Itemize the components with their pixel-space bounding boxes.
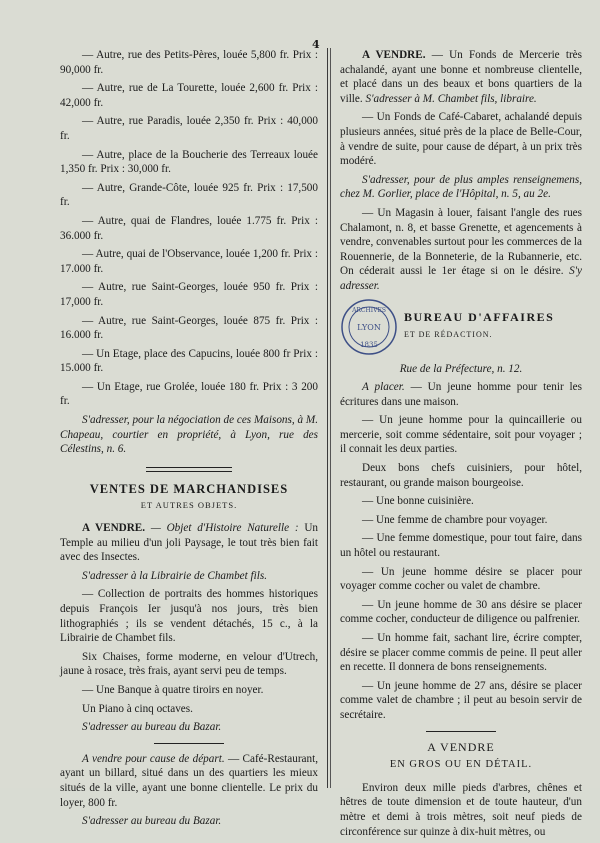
cabaret-contact: S'adresser, pour de plus amples renseignemens, chez M. Gorlier, place de l'Hôpital, n. 5, au 2e. [340, 173, 582, 201]
ad-divider-right [426, 731, 496, 732]
mercerie-contact: S'adresser à M. Chambet fils, libraire. [365, 92, 537, 105]
stamp-middle-text: LYON [357, 322, 381, 332]
librairie-contact: S'adresser à la Librairie de Chambet fils. [82, 569, 268, 582]
vendre-object: — Objet d'Histoire Naturelle : [150, 522, 299, 535]
listing-item: — Autre, quai de Flandres, louée 1.775 fr. Prix : 36.000 fr. [60, 214, 318, 242]
magasin-text: — Un Magasin à louer, faisant l'angle des rues Chalamont, n. 8, et basse Grenette, et agencements à vendre, convenables surtout pour les commerces de la Rouennerie, de la Bonneterie, de la Rubannerie, etc. On céderait aussi le 1er étage si on le désire. [340, 206, 582, 278]
listing-item: — Autre, rue Paradis, louée 2,350 fr. Prix : 40,000 fr. [60, 115, 318, 142]
banque-ad: — Une Banque à quatre tiroirs en noyer. [82, 683, 264, 696]
page-number: 4 [312, 38, 320, 51]
column-divider [327, 48, 328, 788]
magasin-contact: S'y adresser. [340, 265, 583, 292]
section-subtitle: ET AUTRES OBJETS. [140, 500, 238, 511]
listing-item: — Autre, Grande-Côte, louée 925 fr. Prix : 17,500 fr. [60, 181, 318, 209]
property-listings [60, 48, 318, 409]
stamp-top-text: ARCHIVES [352, 306, 386, 314]
archive-stamp [340, 298, 398, 356]
vendre-text: Un Temple au milieu d'un joli Paysage, le tout très bien fait avec des Insectes. [60, 522, 319, 564]
bureau-header [340, 298, 582, 358]
cafe-text: — Café-Restaurant, ayant un billard, situé dans un des quartiers les mieux situés de la ville, ayant une bonne clientelle. Le prix du loyer, 800 fr. [60, 752, 319, 809]
avendre-title: A VENDRE [427, 739, 495, 754]
natural-history-ad [60, 521, 318, 565]
bazar-contact: S'adresser au bureau du Bazar. [82, 721, 222, 734]
column-divider-inner [330, 48, 331, 788]
listing-item: — Autre, quai de l'Observance, louée 1,200 fr. Prix : 17.000 fr. [60, 248, 318, 275]
listing-item: — Autre, rue de La Tourette, louée 2,600 fr. Prix : 42,000 fr. [60, 82, 318, 109]
listing-item: — Autre, place de la Boucherie des Terreaux louée 1,350 fr. Prix : 30,000 fr. [60, 148, 318, 176]
magasin-ad [340, 206, 582, 294]
listing-item: — Autre, rue Saint-Georges, louée 875 fr. Prix : 16.000 fr. [60, 314, 318, 342]
stamp-seal-icon [340, 298, 398, 356]
bureau-address: Rue de la Préfecture, n. 12. [399, 362, 523, 375]
right-column [340, 48, 582, 843]
ad-divider [154, 743, 224, 744]
broker-contact: S'adresser, pour la négociation de ces Maisons, à M. Chapeau, courtier en propriété, à Lyon, rue des Célestins, n. 6. [60, 414, 318, 456]
placer-item: — Une femme de chambre pour voyager. [362, 513, 548, 526]
section-divider [146, 467, 232, 472]
placer-item: — Un jeune homme pour la quincaillerie ou mercerie, soit comme sédentaire, soit pour voyager ; il connait les deux parties. [340, 414, 582, 456]
section-title: VENTES DE MARCHANDISES [89, 481, 289, 496]
cabaret-ad: — Un Fonds de Café-Cabaret, achalandé depuis plusieurs années, situé près de la place de Belle-Cour, à vendre de suite, pour cause de départ, à un prix très modéré. [340, 111, 582, 168]
placer-item: — Un jeune homme de 27 ans, désire se placer comme valet de chambre ; il peut au besoin servir de secrétaire. [340, 679, 582, 721]
listing-item: — Autre, rue des Petits-Pères, louée 5,800 fr. Prix : 90,000 fr. [60, 49, 318, 76]
mercerie-label: A VENDRE. [362, 49, 426, 61]
portraits-ad: — Collection de portraits des hommes historiques depuis François Ier jusqu'à nos jours, très bien lithographiés ; ils se vendent détachés, 15 c., à la Librairie de Chambet fils. [60, 588, 318, 645]
mercerie-text: — Un Fonds de Mercerie très achalandé, ayant une bonne et nombreuse clientelle, et placé dans un des beaux et bons quartiers de la ville. [340, 49, 582, 105]
placer-item: — Un homme fait, sachant lire, écrire compter, désire se placer comme commis de peine. Il peut aller en recette. Il donnera de bons renseignements. [340, 632, 582, 674]
left-column [60, 48, 318, 833]
trees-ad: Environ deux mille pieds d'arbres, chênes et hêtres de toute dimension et de toute hauteur, d'un mètre et demi à trois mètres, soit neuf pieds de circonférence sur quinze à dix-huit mètres, ou [340, 781, 582, 838]
stamp-year-text: 1835 [360, 340, 378, 349]
vendre-label: A VENDRE. [82, 522, 146, 535]
chairs-ad: Six Chaises, forme moderne, en velour d'Utrech, jaune à rosace, très frais, ayant servi peu de temps. [60, 650, 318, 678]
piano-ad: Un Piano à cinq octaves. [82, 702, 193, 715]
placer-item: — Une femme domestique, pour tout faire, dans un hôtel ou restaurant. [340, 532, 582, 560]
bureau-subtitle: ET DE RÉDACTION. [404, 330, 493, 340]
placer-list [340, 413, 582, 722]
placer-item: — Un jeune homme désire se placer pour voyager comme cocher ou valet de chambre. [340, 565, 582, 593]
placer-ad [340, 380, 582, 409]
placer-item: — Un jeune homme de 30 ans désire se placer comme cocher, conducteur de diligence ou palfrenier. [340, 598, 582, 626]
bureau-title: BUREAU D'AFFAIRES [404, 309, 555, 324]
avendre-subtitle: EN GROS OU EN DÉTAIL. [389, 759, 533, 771]
placer-text: — Un jeune homme pour tenir les écritures dans une maison. [340, 381, 582, 408]
listing-item: — Un Etage, rue Grolée, louée 180 fr. Prix : 3 200 fr. [60, 380, 318, 408]
listing-item: — Un Etage, place des Capucins, louée 800 fr Prix : 15.000 fr. [60, 347, 318, 375]
placer-lead: A placer. [362, 381, 405, 394]
cafe-lead: A vendre pour cause de départ. [82, 752, 225, 765]
cafe-contact: S'adresser au bureau du Bazar. [82, 815, 222, 828]
listing-item: — Autre, rue Saint-Georges, louée 950 fr. Prix : 17,000 fr. [60, 281, 318, 308]
placer-item: Deux bons chefs cuisiniers, pour hôtel, restaurant, ou grande maison bourgeoise. [340, 462, 582, 489]
cafe-restaurant-ad [60, 752, 318, 810]
placer-item: — Une bonne cuisinière. [362, 495, 474, 508]
mercerie-ad [340, 48, 582, 106]
